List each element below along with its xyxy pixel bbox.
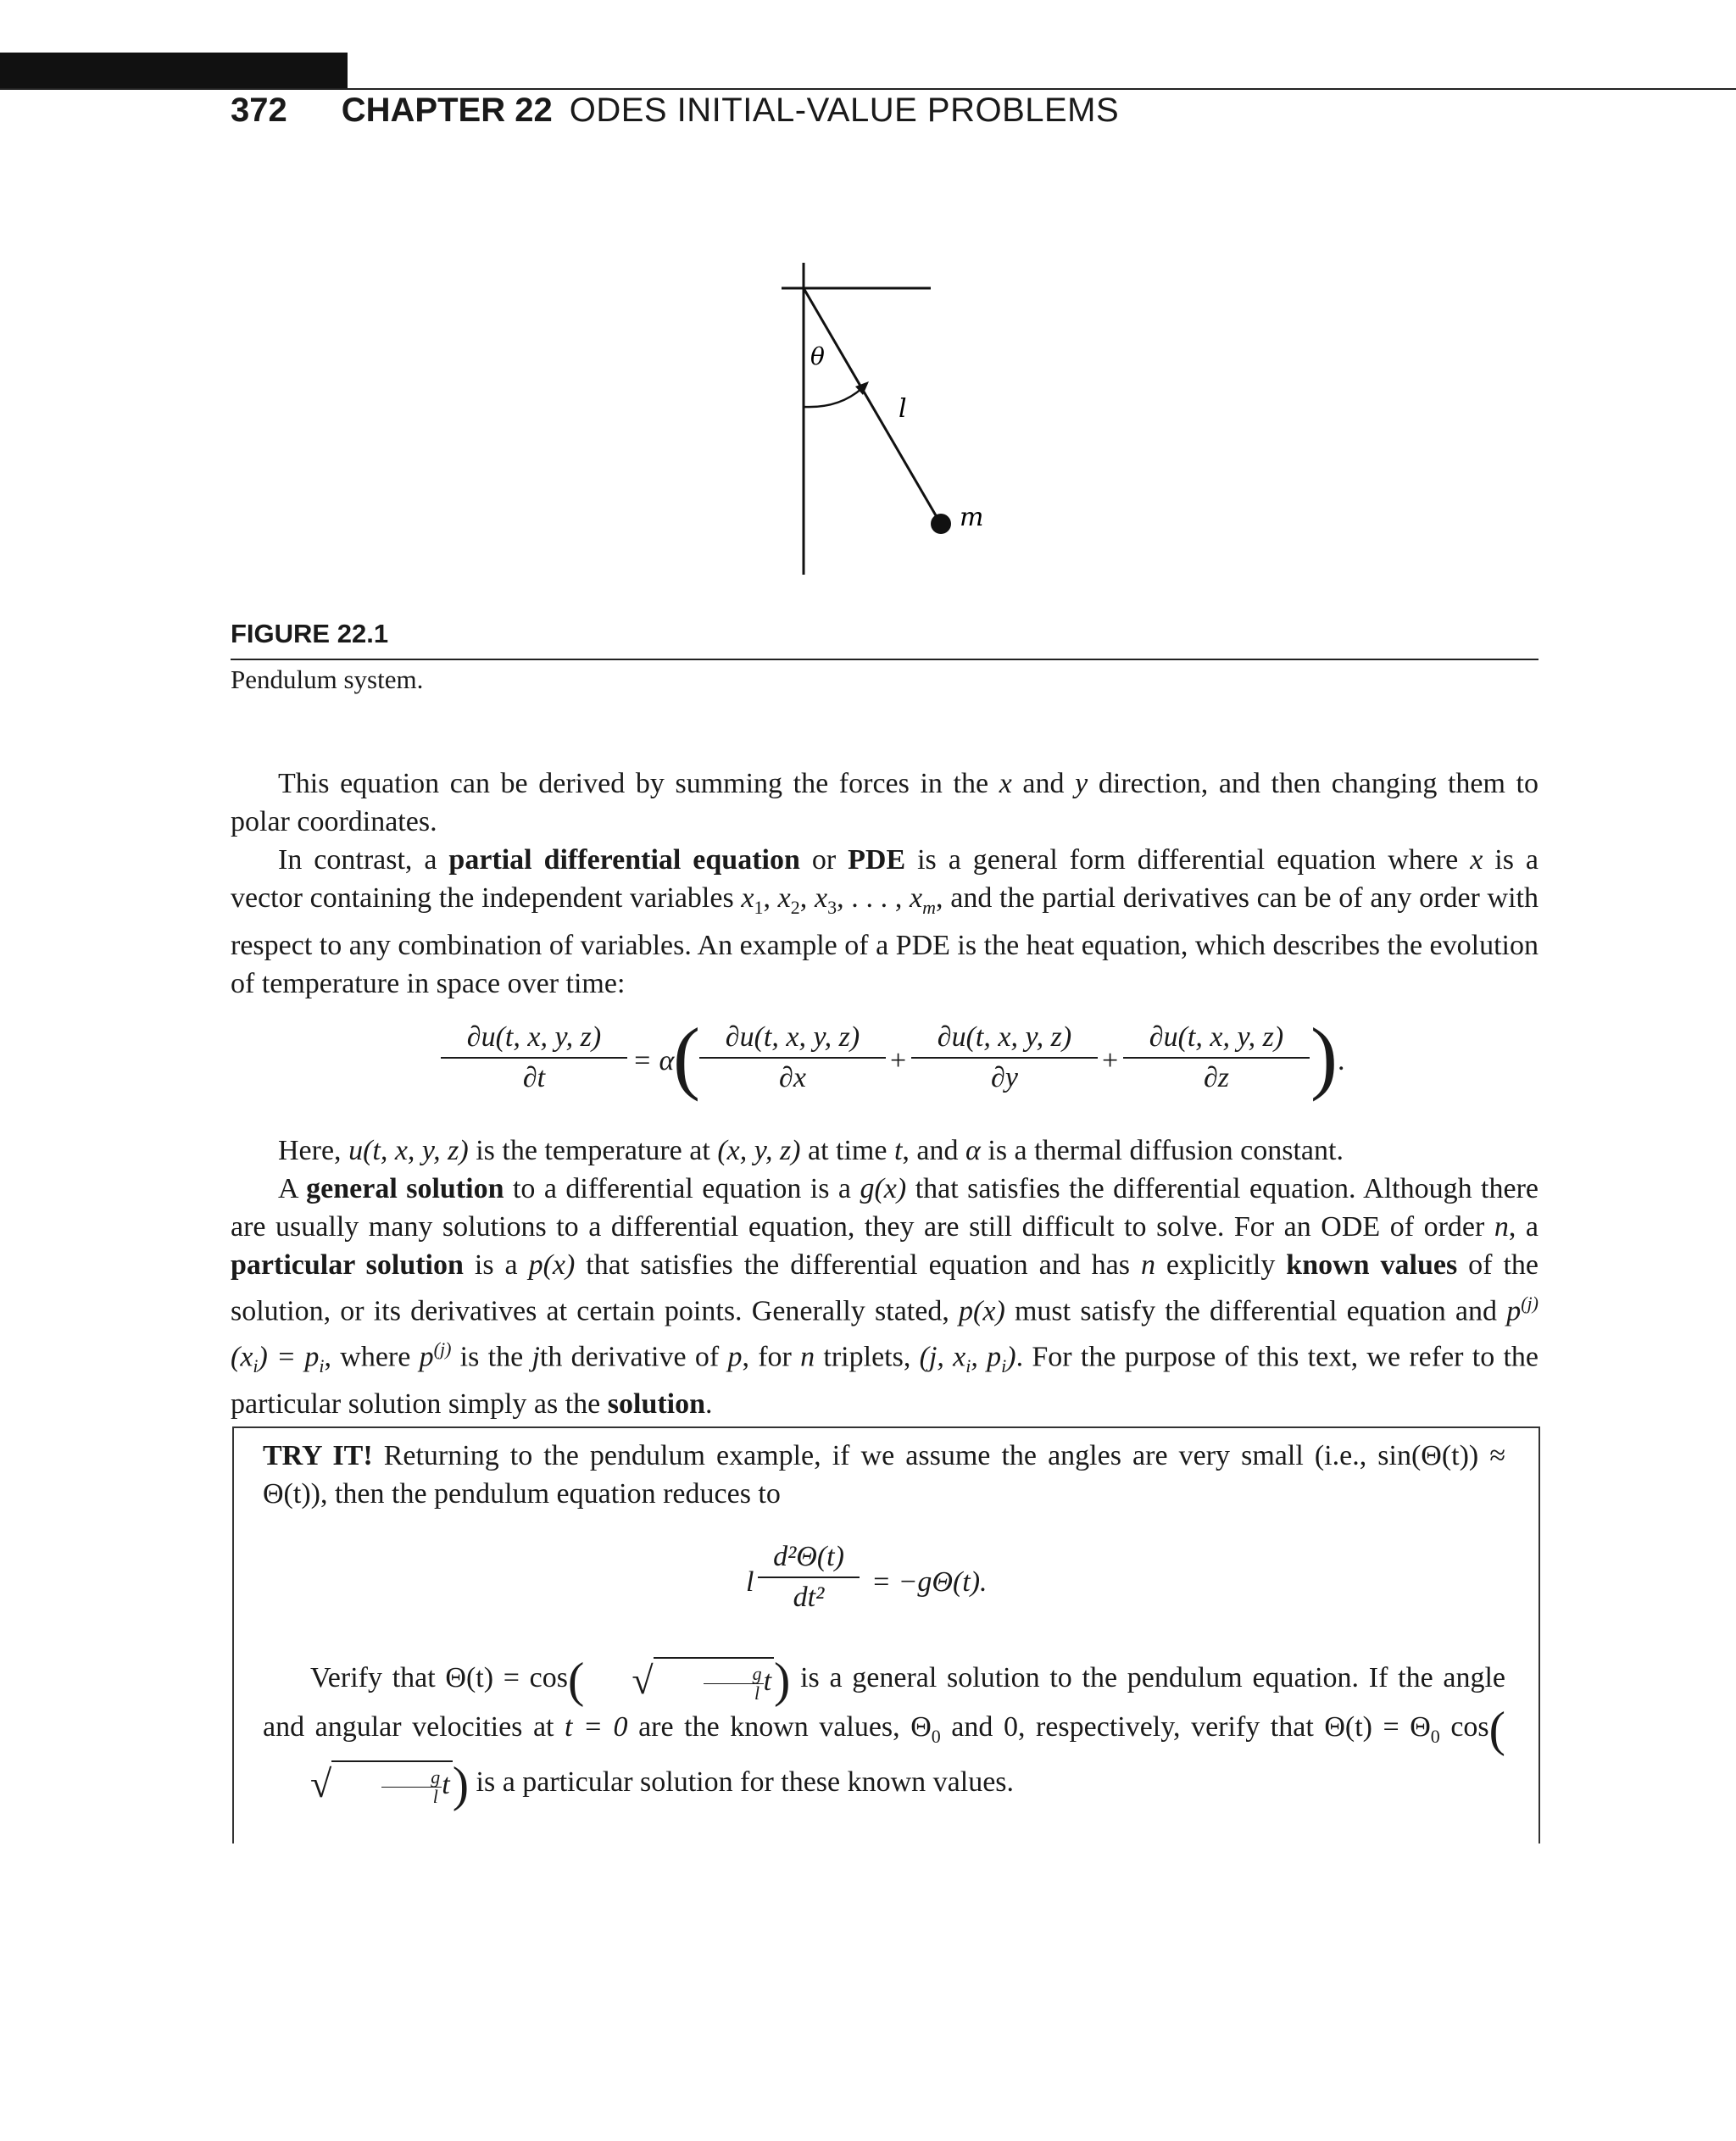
heat-term-z: $\frac{\partial u(t, x, y, z)}{\partial z}$ [1123, 1021, 1310, 1094]
theta-label: θ [810, 342, 825, 370]
term-general-solution: general solution [306, 1173, 504, 1204]
try-it-intro: TRY IT! Returning to the pendulum example, if we assume the angles are very small (i.e., sin(Θ(t)) ≈ Θ(t)), then the pendulum equation reduces to [263, 1440, 1505, 1510]
mass-label: m [960, 503, 984, 532]
pendulum-equation: l $\frac{\text{d²Θ(t)}}{\text{dt²}}$ = −gΘ(t). [746, 1541, 988, 1613]
body-paragraphs-2 [231, 1132, 1538, 1423]
pendulum-eq-fraction: $\frac{\text{d²Θ(t)}}{\text{dt²}}$ [758, 1541, 860, 1614]
page-number: 372 [231, 92, 287, 129]
header-black-bar [0, 53, 348, 90]
figure-caption-label: FIGURE 22.1 [231, 619, 389, 648]
heat-equation: $\frac{\partial u(t, x, y, z)}{\partial t}$ = α ( $\frac{\partial u(t, x, y, z)}{\partial x}$ + $\frac{\partial u(t, x, y, z)}{\partial y}$ + $\frac{\partial u(t, x, y, z)}{\partial z}$ ) . [441, 1021, 1373, 1115]
chapter-title: ODES INITIAL-VALUE PROBLEMS [569, 92, 1120, 129]
try-it-label: TRY IT! [263, 1440, 373, 1471]
heat-term-y: $\frac{\partial u(t, x, y, z)}{\partial y}$ [911, 1021, 1098, 1094]
try-it-verify: Verify that Θ(t) = cos( √ $\frac{g}{l}$ t) is a general solution to the pendulum equation. If the angle and angular velocities at t = 0 are the known values, $\Theta_0$ and 0, respectively, verify that $\Theta(t) = \Theta_0$ cos(√ $\frac{g}{l}$ t) is a particular solution for these known values. [263, 1652, 1506, 1812]
term-solution: solution [607, 1388, 706, 1421]
pendulum-mass [931, 514, 951, 534]
figure-caption-text: Pendulum system. [231, 665, 424, 694]
paragraph-temperature: Here, u(t, x, y, z) is the temperature at (x, y, z) at time t, and α is a thermal diffusion constant. [278, 1135, 1344, 1166]
paragraph-solutions: A general solution to a differential equation is a g(x) that satisfies the differential equation. Although there are usually many solutions to a differential equation, they are still difficult to solve. For an ODE of order n, a particular solution is a p(x) that satisfies the differential equation and has n explicitly known values of the solution, or its derivatives at certain points. Generally stated, p(x) must satisfy the differential equation and $p^{(j)}(x_i) = p_i$, where $p^{(j)}$ is the jth derivative of p, for n triplets, (j, $x_i$, $p_i$). For the purpose of this text, we refer to the particular solution simply as the solution. [231, 1173, 1539, 1421]
header-rule [0, 88, 1736, 90]
term-known-values: known values [1286, 1249, 1458, 1281]
term-pde: PDE [848, 844, 906, 876]
term-particular-solution: particular solution [231, 1249, 464, 1281]
chapter-label: CHAPTER 22 [341, 92, 553, 129]
pendulum-rod [804, 288, 939, 521]
pendulum-figure [763, 254, 1051, 585]
angle-arc [804, 388, 862, 407]
term-pde-full: partial differential equation [448, 844, 800, 876]
paragraph-derivation: This equation can be derived by summing the forces in the x and y direction, and then changing them to polar coordinates. [231, 768, 1538, 837]
heat-term-x: $\frac{\partial u(t, x, y, z)}{\partial x}$ [699, 1021, 886, 1094]
heat-lhs-fraction: $\frac{\partial u(t, x, y, z)}{\partial t}$ [441, 1021, 627, 1094]
paragraph-pde: In contrast, a partial differential equation or PDE is a general form differential equation where x is a vector containing the independent variables $x_1$, $x_2$, $x_3$, . . . , $x_m$, and the partial derivatives can be of any order with respect to any combination of variables. An example of a PDE is the heat equation, which describes the evolution of temperature in space over time: [231, 844, 1538, 999]
length-label: l [899, 394, 907, 424]
running-header [231, 92, 1119, 142]
figure-caption-rule [231, 659, 1538, 660]
body-paragraphs-1 [231, 765, 1538, 1003]
